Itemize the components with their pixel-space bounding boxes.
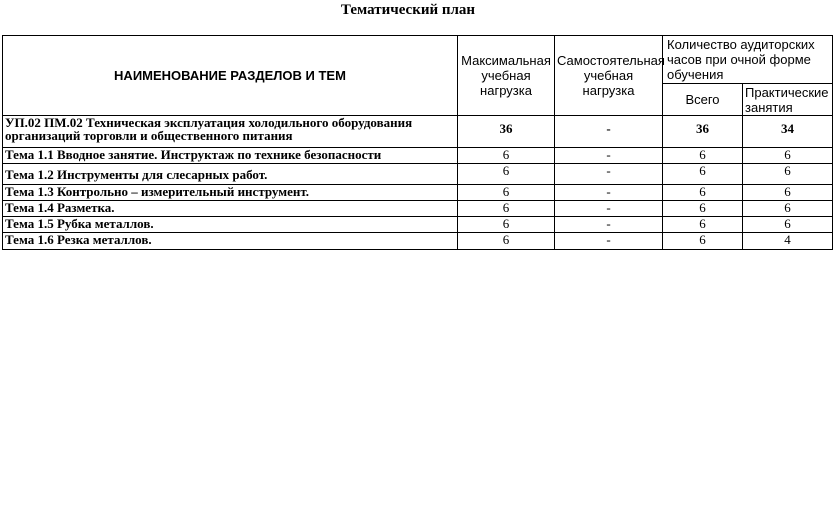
cell-self: - [555, 217, 663, 233]
table-row [3, 217, 833, 233]
thematic-plan-table [2, 35, 833, 250]
cell-self: - [555, 164, 663, 185]
cell-practice: 4 [743, 233, 833, 250]
cell-total: 36 [663, 116, 743, 148]
table-row [3, 164, 833, 185]
cell-practice: 6 [743, 148, 833, 164]
cell-max: 6 [458, 201, 555, 217]
header-total: Всего [663, 84, 743, 116]
row-label: Тема 1.2 Инструменты для слесарных работ. [3, 164, 458, 185]
table-row [3, 233, 833, 250]
cell-max: 6 [458, 148, 555, 164]
table-row [3, 185, 833, 201]
cell-self: - [555, 185, 663, 201]
cell-max: 6 [458, 233, 555, 250]
table-row [3, 116, 833, 148]
cell-total: 6 [663, 217, 743, 233]
cell-practice: 6 [743, 185, 833, 201]
row-label: Тема 1.3 Контрольно – измерительный инструмент. [3, 185, 458, 201]
row-label: Тема 1.1 Вводное занятие. Инструктаж по технике безопасности [3, 148, 458, 164]
cell-total: 6 [663, 148, 743, 164]
cell-max: 6 [458, 164, 555, 185]
header-name-column: НАИМЕНОВАНИЕ РАЗДЕЛОВ И ТЕМ [3, 36, 458, 116]
cell-self: - [555, 233, 663, 250]
cell-max: 6 [458, 217, 555, 233]
header-practice: Практические занятия [743, 84, 833, 116]
cell-self: - [555, 116, 663, 148]
header-self-load: Самостоятельная учебная нагрузка [555, 36, 663, 116]
cell-total: 6 [663, 164, 743, 185]
cell-total: 6 [663, 185, 743, 201]
cell-max: 36 [458, 116, 555, 148]
cell-self: - [555, 148, 663, 164]
row-label: Тема 1.5 Рубка металлов. [3, 217, 458, 233]
cell-self: - [555, 201, 663, 217]
cell-practice: 6 [743, 217, 833, 233]
table-row [3, 201, 833, 217]
cell-practice: 6 [743, 201, 833, 217]
cell-practice: 34 [743, 116, 833, 148]
cell-practice: 6 [743, 164, 833, 185]
row-label: Тема 1.4 Разметка. [3, 201, 458, 217]
header-max-load: Максимальная учебная нагрузка [458, 36, 555, 116]
page-title: Тематический план [340, 2, 476, 18]
cell-total: 6 [663, 233, 743, 250]
cell-total: 6 [663, 201, 743, 217]
cell-max: 6 [458, 185, 555, 201]
row-label: Тема 1.6 Резка металлов. [3, 233, 458, 250]
table-row [3, 148, 833, 164]
header-auditory-hours: Количество аудиторских часов при очной форме обучения [663, 36, 833, 84]
row-label: УП.02 ПМ.02 Техническая эксплуатация холодильного оборудования организаций торговли и общественного питания [3, 116, 458, 148]
